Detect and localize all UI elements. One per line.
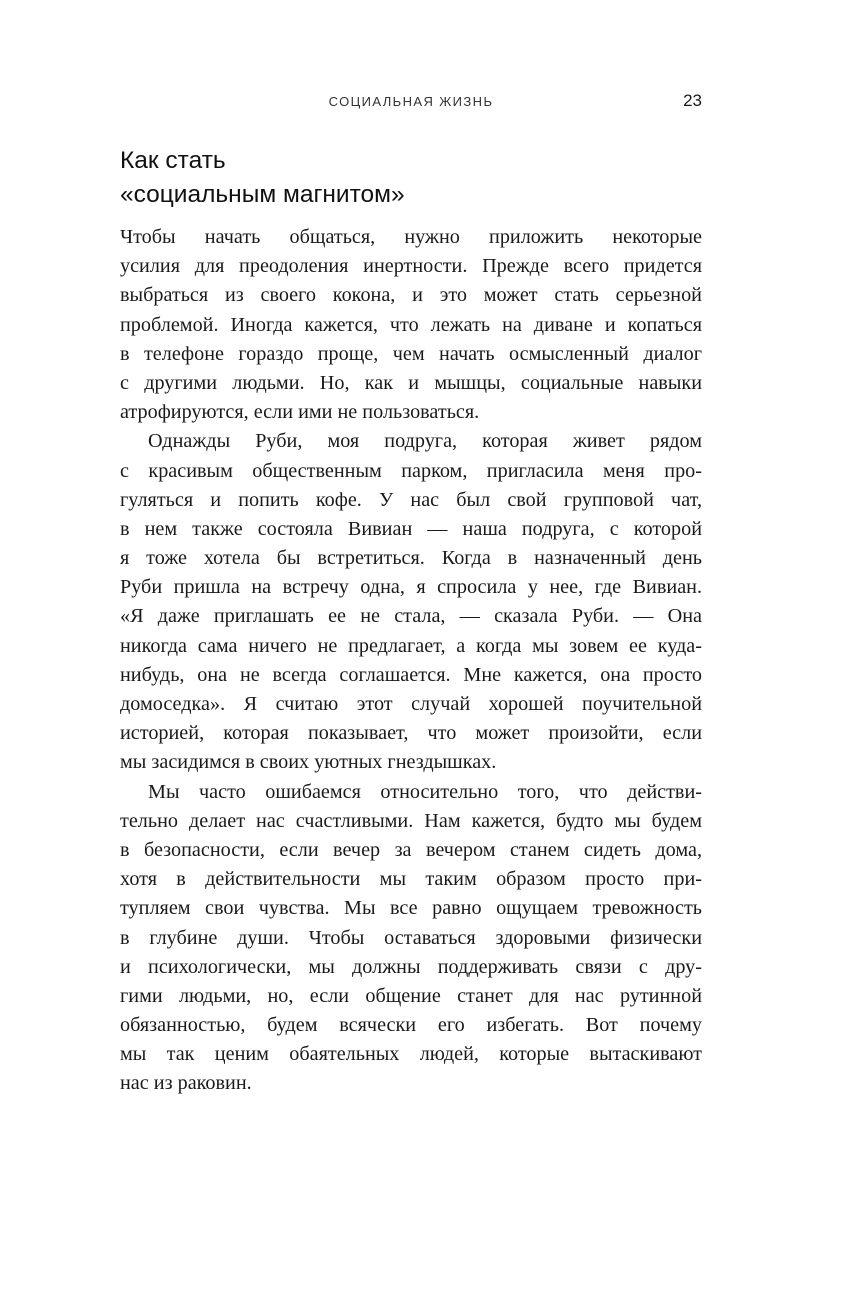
text-line: Чтобы начать общаться, нужно приложить некоторые — [120, 226, 702, 248]
text-line: нас из раковин. — [120, 1072, 252, 1095]
text-line: историей, которая показывает, что может произойти, если — [120, 722, 702, 745]
text-line: выбраться из своего кокона, и это может стать серьезной — [120, 284, 702, 307]
section-heading-line-2: «социальным магнитом» — [120, 181, 405, 208]
text-line: «Я даже приглашать ее не стала, — сказала Руби. — Она — [120, 605, 702, 628]
text-line: в нем также состояла Вивиан — наша подруга, с которой — [120, 517, 702, 540]
text-line: мы засидимся в своих уютных гнездышках. — [120, 751, 497, 774]
text-line: проблемой. Иногда кажется, что лежать на диване и копаться — [120, 313, 702, 336]
page-number: 23 — [683, 91, 702, 110]
text-line: и психологически, мы должны поддерживать связи с дру- — [120, 955, 702, 978]
text-line: гими людьми, но, если общение станет для нас рутинной — [120, 984, 702, 1007]
text-line: Однажды Руби, моя подруга, которая живет рядом — [148, 430, 702, 453]
text-line: нибудь, она не всегда соглашается. Мне кажется, она просто — [120, 663, 702, 686]
section-heading-line-1: Как стать — [120, 147, 226, 174]
text-line: Мы часто ошибаемся относительно того, что действи- — [148, 780, 702, 803]
running-head — [120, 92, 702, 112]
text-line: обязанностью, будем всячески его избегать. Вот почему — [120, 1014, 702, 1037]
text-line: хотя в действительности мы таким образом просто при- — [120, 868, 702, 891]
paragraph-2 — [120, 427, 702, 777]
text-line: мы так ценим обаятельных людей, которые вытаскивают — [120, 1043, 702, 1066]
text-line: гуляться и попить кофе. У нас был свой групповой чат, — [120, 488, 702, 511]
running-title: СОЦИАЛЬНАЯ ЖИЗНЬ — [328, 94, 494, 109]
text-line: в телефоне гораздо проще, чем начать осмысленный диалог — [120, 342, 702, 365]
text-line: тельно делает нас счастливыми. Нам кажется, будто мы будем — [120, 809, 702, 832]
body-text — [120, 223, 702, 1099]
text-line: с красивым общественным парком, пригласила меня про- — [120, 459, 702, 482]
text-line: в глубине души. Чтобы оставаться здоровыми физически — [120, 926, 702, 949]
text-line: усилия для преодоления инертности. Прежде всего придется — [120, 255, 702, 278]
text-line: с другими людьми. Но, как и мышцы, социальные навыки — [120, 371, 702, 394]
text-line: тупляем свои чувства. Мы все равно ощущаем тревожность — [120, 897, 702, 920]
text-line: в безопасности, если вечер за вечером станем сидеть дома, — [120, 838, 702, 861]
text-line: я тоже хотела бы встретиться. Когда в назначенный день — [120, 547, 702, 570]
paragraph-3 — [120, 778, 702, 1099]
text-line: никогда сама ничего не предлагает, а когда мы зовем ее куда- — [120, 634, 702, 657]
section-heading — [120, 144, 702, 212]
text-line: домоседка». Я считаю этот случай хорошей поучительной — [120, 693, 702, 715]
paragraph-1 — [120, 223, 702, 427]
text-line: Руби пришла на встречу одна, я спросила у нее, где Вивиан. — [120, 576, 702, 599]
text-line: атрофируются, если ими не пользоваться. — [120, 401, 480, 424]
